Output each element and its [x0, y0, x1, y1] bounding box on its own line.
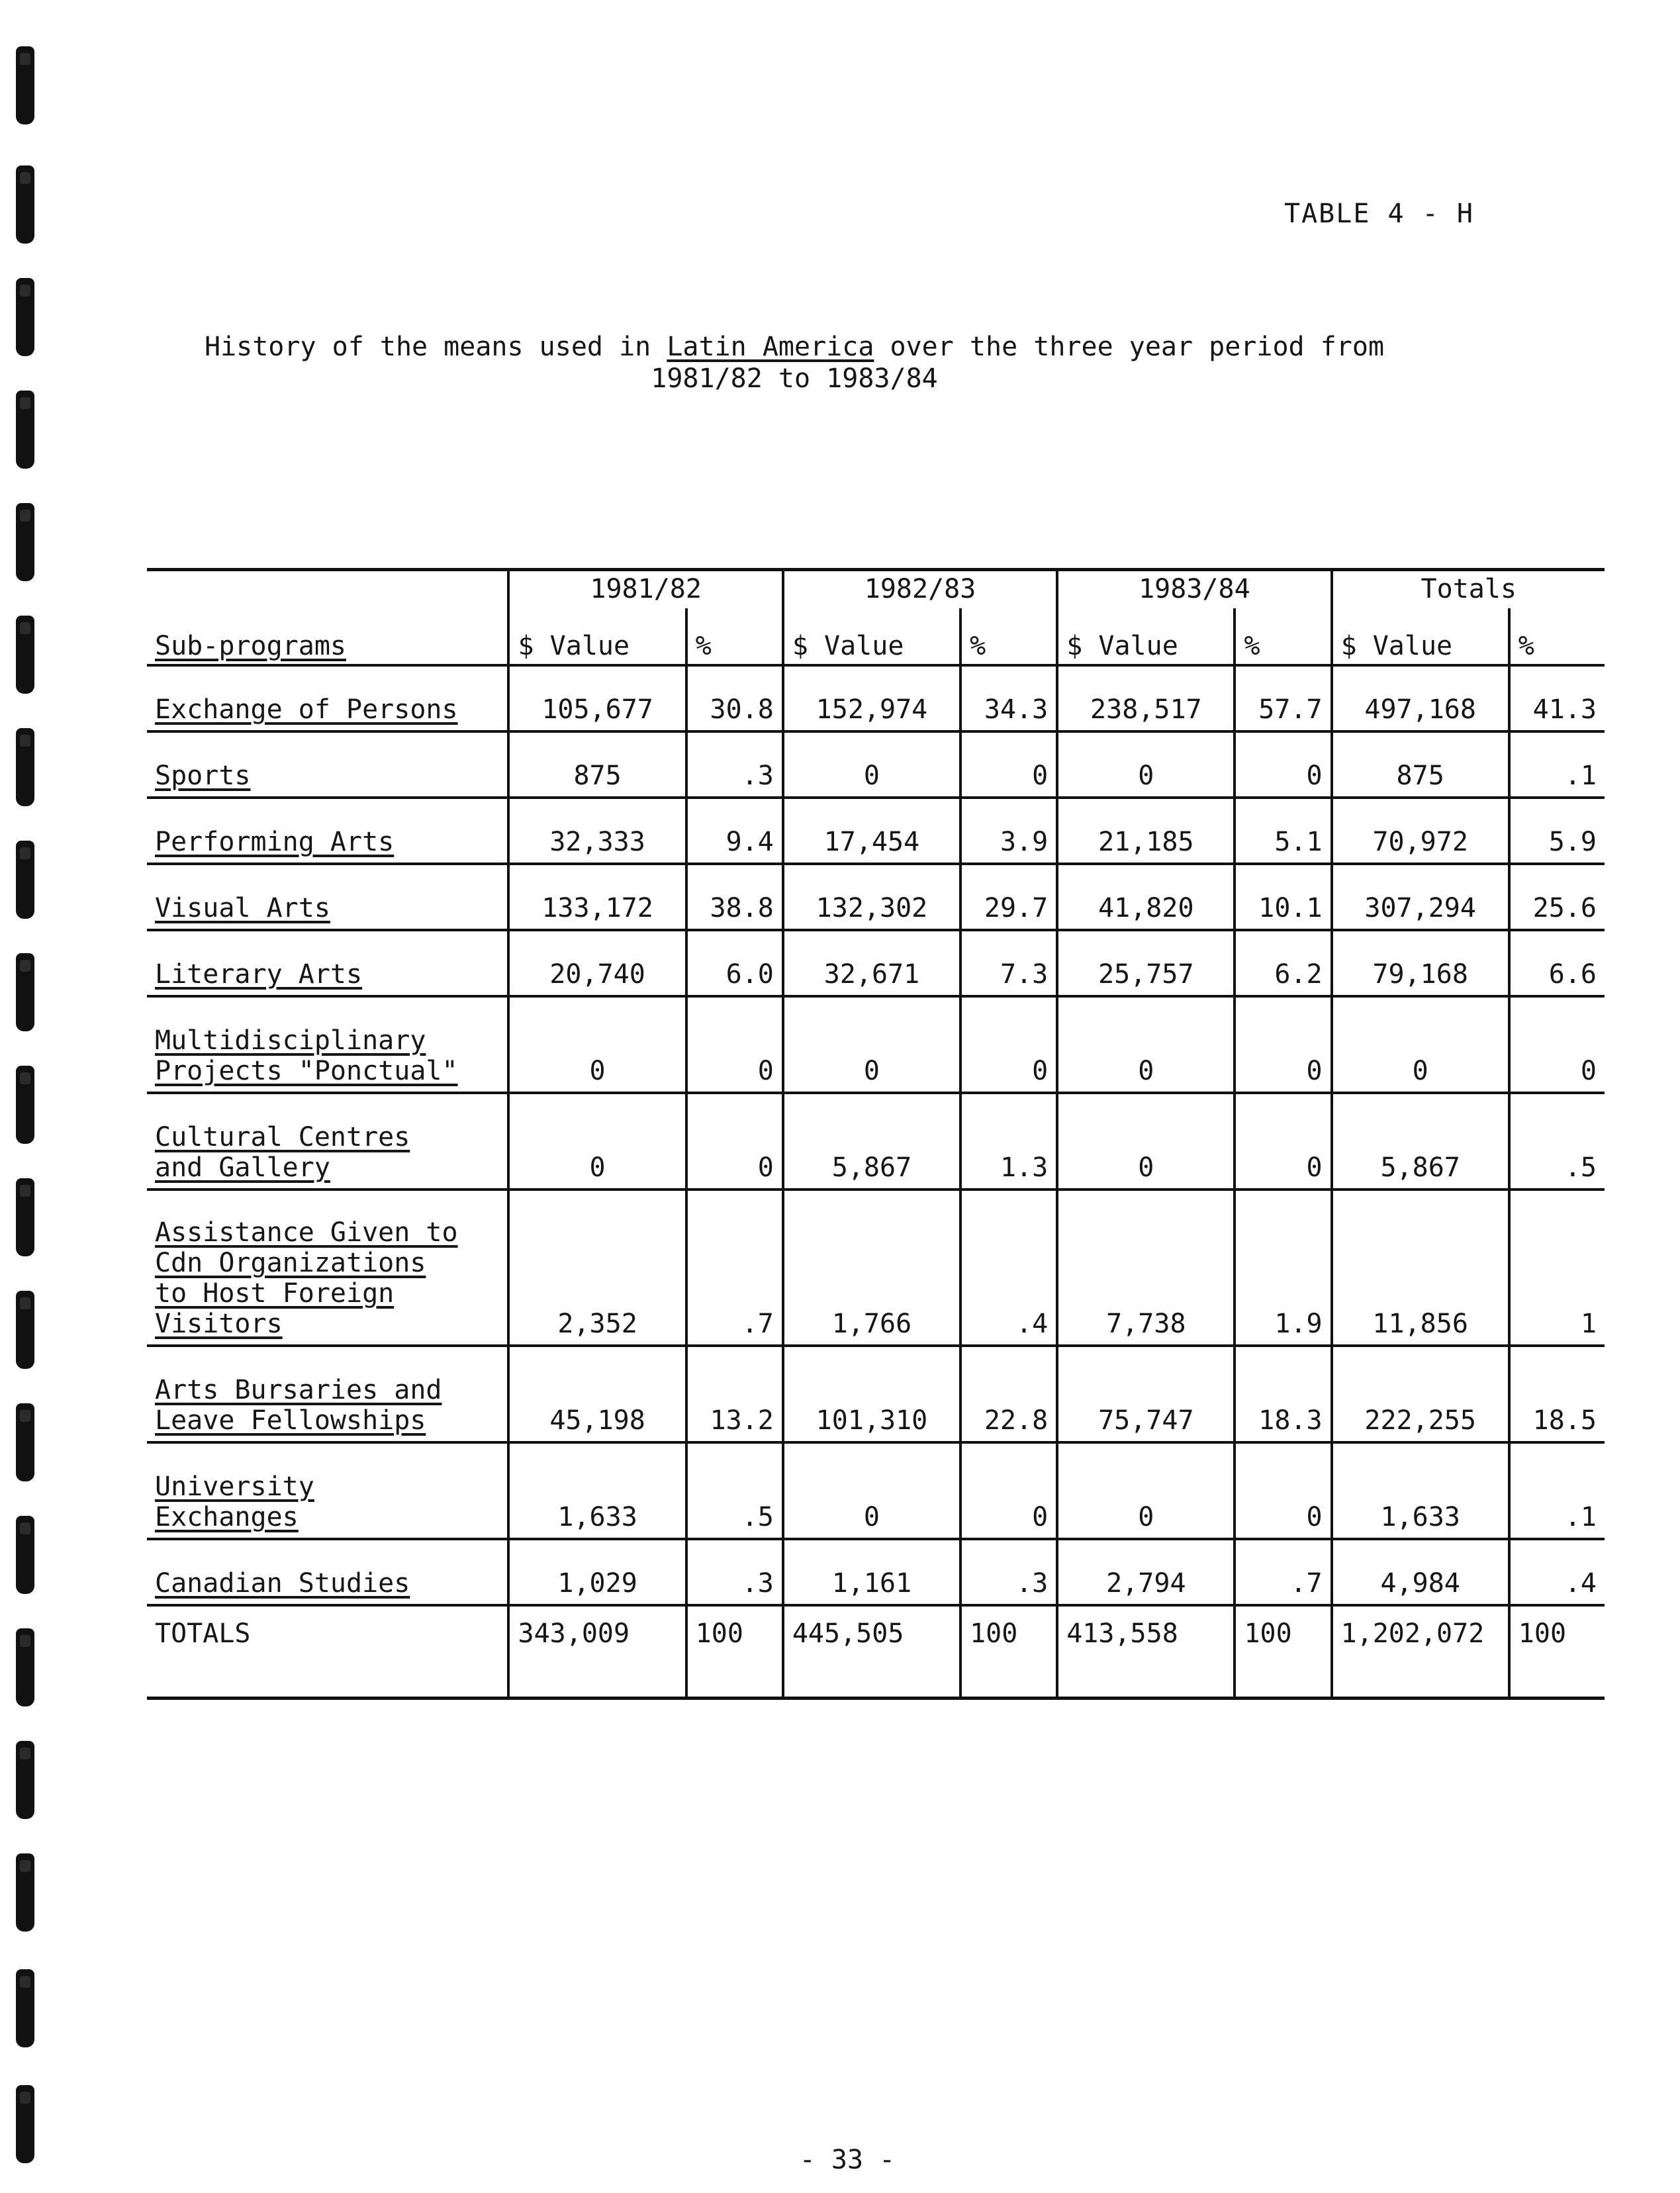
pct-cell: 0: [1235, 996, 1331, 1093]
value-cell: 20,740: [508, 930, 686, 996]
value-cell: 0: [1057, 731, 1235, 798]
pct-cell: 0: [1235, 1442, 1331, 1539]
binding-hole: [16, 165, 34, 244]
pct-cell: 30.8: [686, 665, 783, 731]
pct-cell: 9.4: [686, 798, 783, 864]
binding-hole: [16, 1403, 34, 1481]
title-text-before: History of the means used in: [204, 332, 667, 362]
pct-cell: 5.1: [1235, 798, 1331, 864]
sub-program-label: Assistance Given to Cdn Organizations to Host Foreign Visitors: [147, 1190, 508, 1346]
pct-cell: 1.3: [960, 1093, 1057, 1190]
value-cell: 45,198: [508, 1346, 686, 1442]
value-cell: 152,974: [783, 665, 960, 731]
value-cell: 0: [1057, 1442, 1235, 1539]
sub-program-label: University Exchanges: [147, 1442, 508, 1539]
sub-program-label: Cultural Centres and Gallery: [147, 1093, 508, 1190]
blank-header-cell: [147, 570, 508, 609]
year-header: 1981/82: [508, 570, 782, 609]
title-text-after: over the three year period from: [874, 332, 1385, 362]
sub-program-label: Literary Arts: [147, 930, 508, 996]
sub-program-label: Canadian Studies: [147, 1539, 508, 1605]
year-header-row: [147, 570, 1605, 609]
pct-header: %: [686, 608, 783, 665]
sub-program-label: Multidisciplinary Projects "Ponctual": [147, 996, 508, 1093]
binding-hole: [16, 391, 34, 469]
value-cell: 2,352: [508, 1190, 686, 1346]
totals-row: [147, 1605, 1605, 1699]
value-cell: 25,757: [1057, 930, 1235, 996]
table-row: [147, 864, 1605, 930]
binding-hole: [16, 1066, 34, 1144]
pct-cell: 13.2: [686, 1346, 783, 1442]
pct-cell: .7: [686, 1190, 783, 1346]
value-cell: 875: [1332, 731, 1509, 798]
pct-cell: 29.7: [960, 864, 1057, 930]
table-row: [147, 798, 1605, 864]
value-cell: 307,294: [1332, 864, 1509, 930]
pct-cell: 6.2: [1235, 930, 1331, 996]
value-cell: 0: [1057, 996, 1235, 1093]
pct-cell: .4: [960, 1190, 1057, 1346]
value-cell: 2,794: [1057, 1539, 1235, 1605]
value-cell: 4,984: [1332, 1539, 1509, 1605]
table-row: [147, 1539, 1605, 1605]
pct-cell: 0: [960, 996, 1057, 1093]
pct-cell: .5: [686, 1442, 783, 1539]
pct-cell: 57.7: [1235, 665, 1331, 731]
value-cell: 5,867: [783, 1093, 960, 1190]
totals-header: Totals: [1332, 570, 1605, 609]
value-cell: 0: [508, 996, 686, 1093]
binding-hole: [16, 616, 34, 694]
value-cell: 7,738: [1057, 1190, 1235, 1346]
pct-cell: 38.8: [686, 864, 783, 930]
value-cell: 133,172: [508, 864, 686, 930]
pct-cell: .3: [960, 1539, 1057, 1605]
binding-hole: [16, 1853, 34, 1932]
value-cell: 75,747: [1057, 1346, 1235, 1442]
page-number: - 33 -: [799, 2145, 896, 2175]
year-header: 1982/83: [783, 570, 1057, 609]
sub-program-label: Arts Bursaries and Leave Fellowships: [147, 1346, 508, 1442]
pct-cell: .3: [686, 731, 783, 798]
pct-cell: 7.3: [960, 930, 1057, 996]
value-cell: 0: [1057, 1093, 1235, 1190]
table-title: [199, 331, 1390, 395]
value-cell: 17,454: [783, 798, 960, 864]
table-row: [147, 665, 1605, 731]
table-body: [147, 665, 1605, 1699]
value-cell: 11,856: [1332, 1190, 1509, 1346]
pct-cell: 0: [686, 996, 783, 1093]
binding-hole: [16, 1291, 34, 1369]
pct-cell: 34.3: [960, 665, 1057, 731]
table-row: [147, 1190, 1605, 1346]
value-cell: 875: [508, 731, 686, 798]
total-pct-cell: 100: [960, 1605, 1057, 1699]
value-header: $ Value: [1057, 608, 1235, 665]
table-row: [147, 1346, 1605, 1442]
pct-cell: 0: [960, 731, 1057, 798]
title-region: Latin America: [667, 332, 874, 362]
value-cell: 70,972: [1332, 798, 1509, 864]
value-cell: 0: [783, 996, 960, 1093]
value-cell: 0: [783, 731, 960, 798]
value-cell: 105,677: [508, 665, 686, 731]
binding-hole: [16, 1178, 34, 1256]
value-cell: 1,766: [783, 1190, 960, 1346]
binding-holes: [0, 0, 60, 2193]
binding-hole: [16, 1741, 34, 1819]
table-row: [147, 1093, 1605, 1190]
sub-program-label: Exchange of Persons: [147, 665, 508, 731]
sub-program-label: Sports: [147, 731, 508, 798]
pct-cell: 22.8: [960, 1346, 1057, 1442]
pct-cell: 1: [1509, 1190, 1605, 1346]
pct-header: %: [960, 608, 1057, 665]
sub-program-label: Performing Arts: [147, 798, 508, 864]
pct-cell: .3: [686, 1539, 783, 1605]
binding-hole: [16, 2085, 34, 2163]
table-row: [147, 1442, 1605, 1539]
pct-cell: 18.3: [1235, 1346, 1331, 1442]
year-header: 1983/84: [1057, 570, 1331, 609]
means-history-table: [147, 568, 1605, 1700]
sub-program-label: Visual Arts: [147, 864, 508, 930]
pct-cell: 18.5: [1509, 1346, 1605, 1442]
pct-cell: 0: [960, 1442, 1057, 1539]
pct-header: %: [1509, 608, 1605, 665]
value-header: $ Value: [1332, 608, 1509, 665]
pct-cell: 3.9: [960, 798, 1057, 864]
binding-hole: [16, 1628, 34, 1706]
pct-cell: 6.0: [686, 930, 783, 996]
pct-cell: .7: [1235, 1539, 1331, 1605]
title-line-2: 1981/82 to 1983/84: [651, 363, 938, 394]
pct-cell: 6.6: [1509, 930, 1605, 996]
pct-cell: .1: [1509, 731, 1605, 798]
binding-hole: [16, 1969, 34, 2047]
value-cell: 1,161: [783, 1539, 960, 1605]
pct-cell: 0: [1509, 996, 1605, 1093]
value-cell: 41,820: [1057, 864, 1235, 930]
value-cell: 0: [783, 1442, 960, 1539]
value-cell: 0: [1332, 996, 1509, 1093]
total-pct-cell: 100: [1235, 1605, 1331, 1699]
binding-hole: [16, 1516, 34, 1594]
binding-hole: [16, 278, 34, 356]
pct-cell: 41.3: [1509, 665, 1605, 731]
value-cell: 5,867: [1332, 1093, 1509, 1190]
pct-cell: 0: [1235, 731, 1331, 798]
total-pct-cell: 100: [1509, 1605, 1605, 1699]
binding-hole: [16, 841, 34, 919]
value-cell: 132,302: [783, 864, 960, 930]
column-header-row: [147, 608, 1605, 665]
total-value-cell: 445,505: [783, 1605, 960, 1699]
value-header: $ Value: [783, 608, 960, 665]
value-cell: 101,310: [783, 1346, 960, 1442]
value-header: $ Value: [508, 608, 686, 665]
binding-hole: [16, 503, 34, 581]
binding-hole: [16, 46, 34, 124]
value-cell: 497,168: [1332, 665, 1509, 731]
value-cell: 1,633: [508, 1442, 686, 1539]
total-value-cell: 413,558: [1057, 1605, 1235, 1699]
pct-cell: 0: [1235, 1093, 1331, 1190]
table-row: [147, 930, 1605, 996]
table-id: TABLE 4 - H: [1284, 199, 1474, 229]
sub-programs-header: Sub-programs: [147, 608, 508, 665]
table-row: [147, 996, 1605, 1093]
pct-cell: .1: [1509, 1442, 1605, 1539]
total-pct-cell: 100: [686, 1605, 783, 1699]
binding-hole: [16, 953, 34, 1031]
value-cell: 32,671: [783, 930, 960, 996]
value-cell: 238,517: [1057, 665, 1235, 731]
totals-label: TOTALS: [147, 1605, 508, 1699]
pct-cell: 10.1: [1235, 864, 1331, 930]
value-cell: 32,333: [508, 798, 686, 864]
value-cell: 21,185: [1057, 798, 1235, 864]
pct-cell: 1.9: [1235, 1190, 1331, 1346]
pct-cell: 25.6: [1509, 864, 1605, 930]
binding-hole: [16, 728, 34, 806]
pct-header: %: [1235, 608, 1331, 665]
title-line-1: [199, 331, 1390, 363]
pct-cell: 5.9: [1509, 798, 1605, 864]
total-value-cell: 343,009: [508, 1605, 686, 1699]
total-value-cell: 1,202,072: [1332, 1605, 1509, 1699]
value-cell: 222,255: [1332, 1346, 1509, 1442]
pct-cell: .5: [1509, 1093, 1605, 1190]
value-cell: 1,029: [508, 1539, 686, 1605]
pct-cell: 0: [686, 1093, 783, 1190]
value-cell: 0: [508, 1093, 686, 1190]
value-cell: 1,633: [1332, 1442, 1509, 1539]
pct-cell: .4: [1509, 1539, 1605, 1605]
table-row: [147, 731, 1605, 798]
value-cell: 79,168: [1332, 930, 1509, 996]
